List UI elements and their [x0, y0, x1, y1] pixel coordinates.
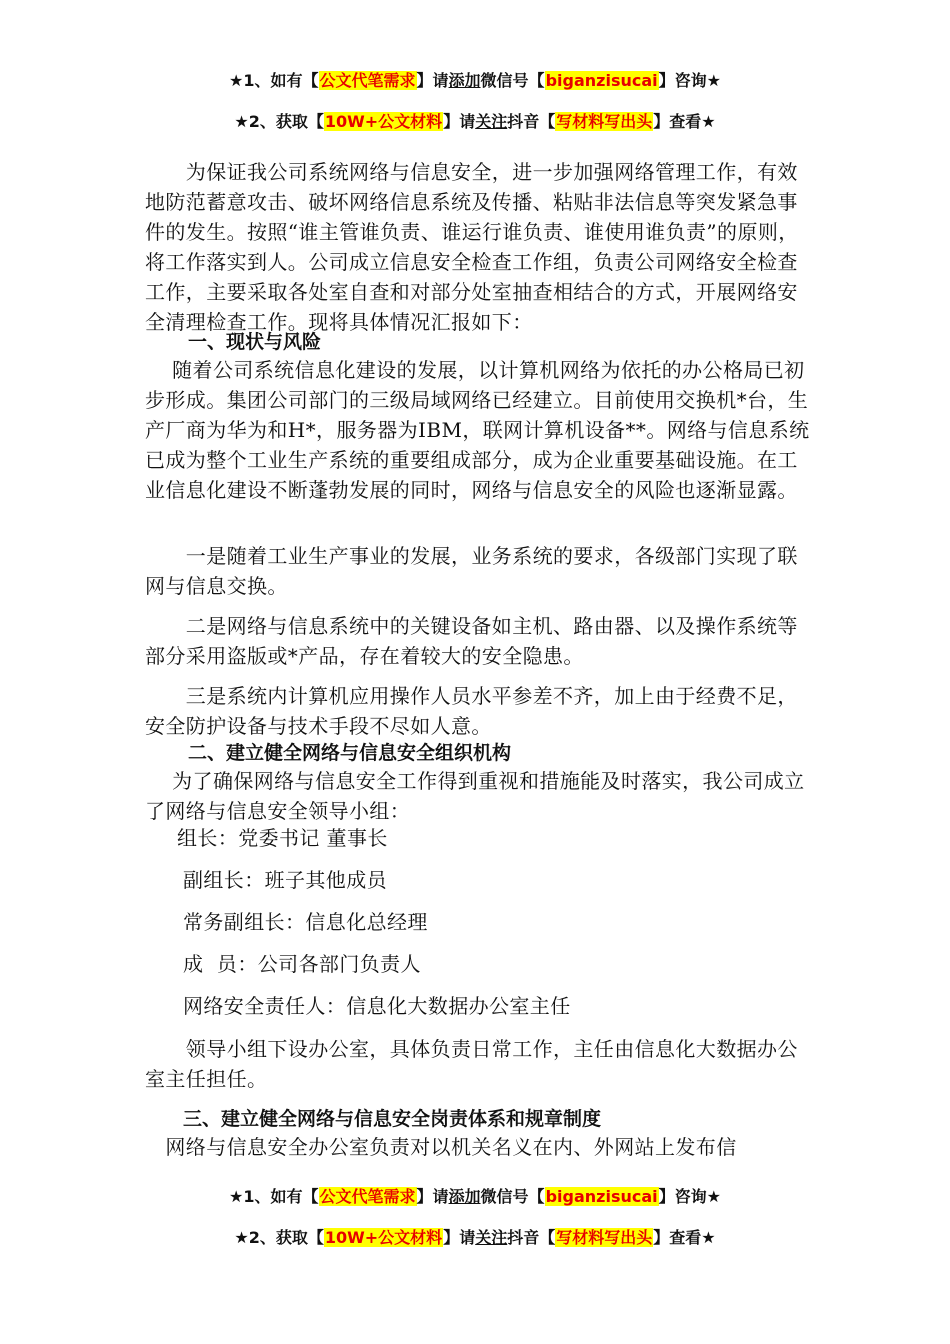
banner-text: 】查看★	[653, 112, 716, 131]
member-line-leader: 组长：党委书记 董事长	[177, 826, 388, 850]
banner-underlined: 关注	[475, 112, 508, 131]
section-1-point-2: 二是网络与信息系统中的关键设备如主机、路由器、以及操作系统等部分采用盗版或*产品，存在着较大的安全隐患。	[145, 614, 798, 668]
star-icon: ★	[229, 71, 244, 90]
banner-text: 1、如有【	[243, 71, 319, 90]
banner-text: 2、获取【	[248, 112, 324, 131]
intro-paragraph: 为保证我公司系统网络与信息安全，进一步加强网络管理工作，有效地防范蓄意攻击、破坏网络信息系统及传播、粘贴非法信息等突发紧急事件的发生。按照“谁主管谁负责、谁运行谁负责、谁使用谁负责”的原则，将工作落实到人。公司成立信息安全检查工作组，负责公司网络安全检查工作，主要采取各处室自查和对部分处室抽查相结合的方式，开展网络安全清理检查工作。现将具体情况汇报如下：	[145, 160, 799, 334]
member-line-executive-deputy: 常务副组长：信息化总经理	[183, 910, 428, 934]
bottom-banner-line-2	[0, 1227, 950, 1249]
banner-text: 微信号【	[480, 1187, 545, 1206]
banner-highlight: biganzisucai	[545, 1187, 658, 1206]
section-1-paragraph: 随着公司系统信息化建设的发展，以计算机网络为依托的办公格局已初步形成。集团公司部门的三级局域网络已经建立。目前使用交换机*台，生产厂商为华为和H*，服务器为IBM，联网计算机设备**。网络与信息系统已成为整个工业生产系统的重要组成部分，成为企业重要基础设施。在工业信息化建设不断蓬勃发展的同时，网络与信息安全的风险也逐渐显露。	[145, 358, 810, 502]
banner-text: 】请	[416, 71, 449, 90]
section-2-heading: 二、建立健全网络与信息安全组织机构	[188, 742, 512, 764]
banner-highlight: 公文代笔需求	[319, 1187, 416, 1206]
banner-text: 】请	[443, 1228, 476, 1247]
section-3-heading: 三、建立健全网络与信息安全岗责体系和规章制度	[183, 1108, 602, 1130]
banner-highlight: 公文代笔需求	[319, 71, 416, 90]
banner-highlight: 写材料写出头	[556, 112, 653, 131]
star-icon: ★	[234, 1228, 249, 1247]
star-icon: ★	[234, 112, 249, 131]
member-line-deputy: 副组长：班子其他成员	[183, 868, 387, 892]
section-2-office-paragraph: 领导小组下设办公室，具体负责日常工作，主任由信息化大数据办公室主任担任。	[145, 1037, 798, 1091]
banner-text: 】咨询★	[658, 71, 721, 90]
bottom-banner-line-1	[0, 1186, 950, 1208]
member-line-members: 成 员：公司各部门负责人	[183, 952, 421, 976]
banner-text: 】请	[443, 112, 476, 131]
banner-text: 】查看★	[653, 1228, 716, 1247]
star-icon: ★	[229, 1187, 244, 1206]
banner-text: 微信号【	[480, 71, 545, 90]
section-2-paragraph: 为了确保网络与信息安全工作得到重视和措施能及时落实，我公司成立了网络与信息安全领导小组：	[145, 769, 805, 823]
banner-text: 2、获取【	[248, 1228, 324, 1247]
section-1-point-3: 三是系统内计算机应用操作人员水平参差不齐，加上由于经费不足，安全防护设备与技术手段不尽如人意。	[145, 684, 798, 738]
banner-highlight: 10W+公文材料	[324, 1228, 443, 1247]
banner-highlight: biganzisucai	[545, 71, 658, 90]
banner-underlined: 添加	[448, 1187, 481, 1206]
banner-highlight: 10W+公文材料	[324, 112, 443, 131]
banner-text: 】请	[416, 1187, 449, 1206]
banner-text: 】咨询★	[658, 1187, 721, 1206]
banner-text: 抖音【	[507, 1228, 556, 1247]
banner-highlight: 写材料写出头	[556, 1228, 653, 1247]
section-3-paragraph: 网络与信息安全办公室负责对以机关名义在内、外网站上发布信	[145, 1135, 737, 1159]
banner-underlined: 添加	[448, 71, 481, 90]
top-banner-line-1	[0, 70, 950, 92]
banner-text: 1、如有【	[243, 1187, 319, 1206]
member-line-security-officer: 网络安全责任人：信息化大数据办公室主任	[183, 994, 571, 1018]
banner-text: 抖音【	[507, 112, 556, 131]
section-1-point-1: 一是随着工业生产事业的发展，业务系统的要求，各级部门实现了联网与信息交换。	[145, 544, 798, 598]
top-banner-line-2	[0, 111, 950, 133]
banner-underlined: 关注	[475, 1228, 508, 1247]
section-1-heading: 一、现状与风险	[188, 331, 322, 353]
